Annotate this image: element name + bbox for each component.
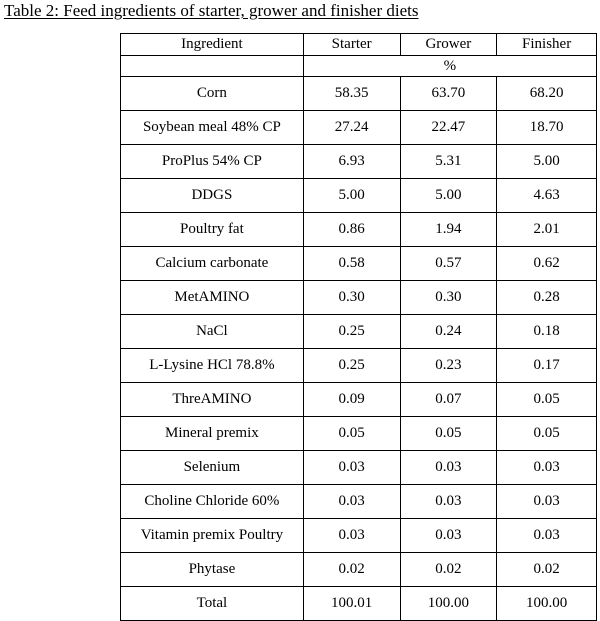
finisher-cell: 0.17 — [497, 349, 597, 383]
starter-cell: 0.58 — [303, 247, 400, 281]
ingredient-cell: Mineral premix — [121, 417, 304, 451]
table-row — [121, 315, 597, 349]
feed-ingredients-table — [120, 33, 597, 621]
finisher-cell: 100.00 — [497, 587, 597, 621]
table-row — [121, 383, 597, 417]
unit-cell: % — [303, 56, 596, 77]
finisher-cell: 0.02 — [497, 553, 597, 587]
ingredient-cell: MetAMINO — [121, 281, 304, 315]
starter-cell: 58.35 — [303, 77, 400, 111]
ingredient-cell: Vitamin premix Poultry — [121, 519, 304, 553]
starter-cell: 0.03 — [303, 519, 400, 553]
table-row — [121, 145, 597, 179]
grower-cell: 0.07 — [400, 383, 497, 417]
table-row — [121, 553, 597, 587]
finisher-cell: 0.03 — [497, 451, 597, 485]
ingredient-cell: Choline Chloride 60% — [121, 485, 304, 519]
header-grower: Grower — [400, 34, 497, 56]
grower-cell: 0.30 — [400, 281, 497, 315]
ingredient-cell: Selenium — [121, 451, 304, 485]
ingredient-cell: Total — [121, 587, 304, 621]
table-row — [121, 451, 597, 485]
table-row — [121, 281, 597, 315]
grower-cell: 5.31 — [400, 145, 497, 179]
header-starter: Starter — [303, 34, 400, 56]
starter-cell: 27.24 — [303, 111, 400, 145]
ingredient-cell: L-Lysine HCl 78.8% — [121, 349, 304, 383]
starter-cell: 6.93 — [303, 145, 400, 179]
ingredient-cell: Calcium carbonate — [121, 247, 304, 281]
starter-cell: 5.00 — [303, 179, 400, 213]
table-caption: Table 2: Feed ingredients of starter, grower and finisher diets — [4, 1, 419, 20]
ingredient-cell: ThreAMINO — [121, 383, 304, 417]
finisher-cell: 0.18 — [497, 315, 597, 349]
finisher-cell: 0.05 — [497, 383, 597, 417]
table-row — [121, 247, 597, 281]
grower-cell: 63.70 — [400, 77, 497, 111]
header-ingredient: Ingredient — [121, 34, 304, 56]
finisher-cell: 0.05 — [497, 417, 597, 451]
starter-cell: 0.30 — [303, 281, 400, 315]
grower-cell: 100.00 — [400, 587, 497, 621]
table-body — [121, 34, 597, 621]
ingredient-cell: Poultry fat — [121, 213, 304, 247]
starter-cell: 0.03 — [303, 451, 400, 485]
finisher-cell: 0.62 — [497, 247, 597, 281]
table-row — [121, 213, 597, 247]
grower-cell: 0.57 — [400, 247, 497, 281]
ingredient-cell: Corn — [121, 77, 304, 111]
header-row — [121, 34, 597, 56]
table-row — [121, 519, 597, 553]
grower-cell: 0.03 — [400, 451, 497, 485]
table-row — [121, 485, 597, 519]
ingredient-cell: ProPlus 54% CP — [121, 145, 304, 179]
unit-row — [121, 56, 597, 77]
ingredient-cell: NaCl — [121, 315, 304, 349]
table-row — [121, 179, 597, 213]
grower-cell: 0.03 — [400, 485, 497, 519]
grower-cell: 0.05 — [400, 417, 497, 451]
starter-cell: 0.25 — [303, 315, 400, 349]
starter-cell: 0.25 — [303, 349, 400, 383]
table-row — [121, 77, 597, 111]
finisher-cell: 2.01 — [497, 213, 597, 247]
grower-cell: 5.00 — [400, 179, 497, 213]
starter-cell: 0.03 — [303, 485, 400, 519]
grower-cell: 1.94 — [400, 213, 497, 247]
grower-cell: 0.24 — [400, 315, 497, 349]
grower-cell: 22.47 — [400, 111, 497, 145]
ingredient-cell: DDGS — [121, 179, 304, 213]
starter-cell: 0.05 — [303, 417, 400, 451]
finisher-cell: 4.63 — [497, 179, 597, 213]
unit-blank-cell — [121, 56, 304, 77]
starter-cell: 0.86 — [303, 213, 400, 247]
finisher-cell: 0.03 — [497, 519, 597, 553]
finisher-cell: 5.00 — [497, 145, 597, 179]
starter-cell: 100.01 — [303, 587, 400, 621]
finisher-cell: 0.28 — [497, 281, 597, 315]
table-row — [121, 349, 597, 383]
table-row — [121, 111, 597, 145]
starter-cell: 0.02 — [303, 553, 400, 587]
table-row — [121, 417, 597, 451]
ingredient-cell: Soybean meal 48% CP — [121, 111, 304, 145]
starter-cell: 0.09 — [303, 383, 400, 417]
grower-cell: 0.23 — [400, 349, 497, 383]
finisher-cell: 68.20 — [497, 77, 597, 111]
finisher-cell: 0.03 — [497, 485, 597, 519]
grower-cell: 0.03 — [400, 519, 497, 553]
header-finisher: Finisher — [497, 34, 597, 56]
grower-cell: 0.02 — [400, 553, 497, 587]
finisher-cell: 18.70 — [497, 111, 597, 145]
table-row — [121, 587, 597, 621]
ingredient-cell: Phytase — [121, 553, 304, 587]
